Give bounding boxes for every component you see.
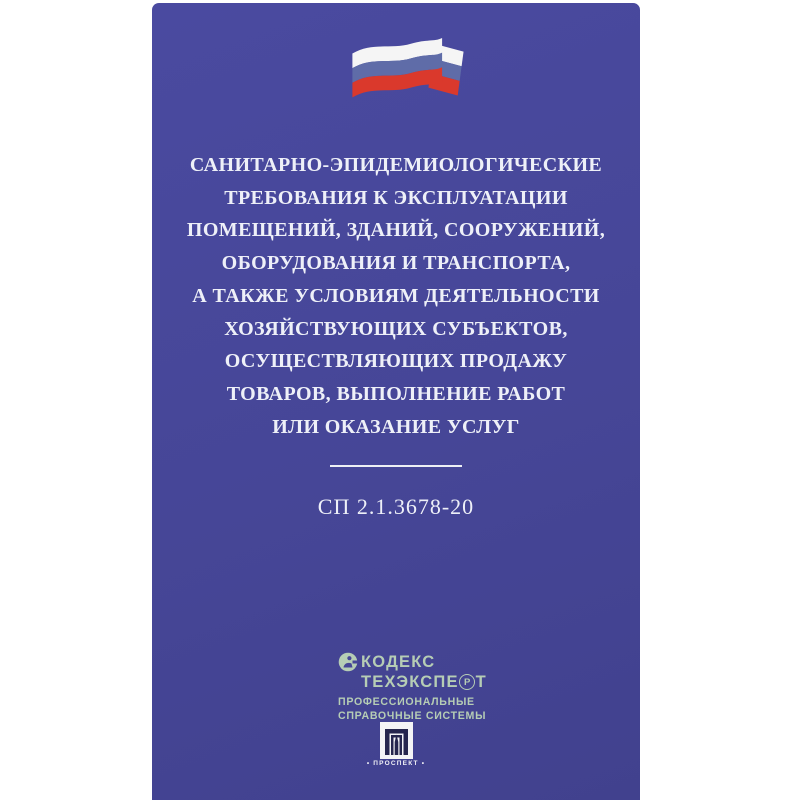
- divider-rule: [330, 465, 462, 467]
- book-title: [152, 149, 640, 443]
- document-code: СП 2.1.3678-20: [317, 494, 475, 519]
- tehexpert-brand-text: [361, 674, 488, 691]
- title-line: ПОМЕЩЕНИЙ, ЗДАНИЙ, СООРУЖЕНИЙ,: [186, 219, 606, 242]
- title-line: САНИТАРНО-ЭПИДЕМИОЛОГИЧЕСКИЕ: [189, 154, 603, 176]
- prospekt-name-text: • ПРОСПЕКТ •: [366, 760, 426, 767]
- title-line: А ТАКЖЕ УСЛОВИЯМ ДЕЯТЕЛЬНОСТИ: [192, 284, 600, 307]
- logo-tagline-2: СПРАВОЧНЫЕ СИСТЕМЫ: [338, 710, 487, 723]
- prospekt-publisher-logo: [152, 722, 640, 767]
- kodeks-brand-text: КОДЕКС: [361, 652, 436, 671]
- tehexpert-text-post: Т: [475, 673, 487, 691]
- title-line: ИЛИ ОКАЗАНИЕ УСЛУГ: [272, 415, 520, 438]
- russian-flag-icon: [348, 36, 466, 114]
- kodeks-logo-icon: [338, 652, 358, 672]
- flag-main: [352, 38, 442, 97]
- title-line: ХОЗЯЙСТВУЮЩИХ СУБЪЕКТОВ,: [224, 317, 568, 340]
- registered-letter-icon: Р: [459, 674, 475, 690]
- book-cover: [152, 3, 640, 800]
- kodeks-logo-row: [338, 652, 488, 672]
- title-line: ОБОРУДОВАНИЯ И ТРАНСПОРТА,: [221, 252, 571, 275]
- prospekt-logo-icon: [380, 722, 413, 759]
- tehexpert-text-pre: ТЕХЭКСПЕ: [361, 673, 459, 691]
- title-line: ТРЕБОВАНИЯ К ЭКСПЛУАТАЦИИ: [224, 186, 568, 209]
- title-line: ТОВАРОВ, ВЫПОЛНЕНИЕ РАБОТ: [226, 382, 566, 405]
- title-line: ОСУЩЕСТВЛЯЮЩИХ ПРОДАЖУ: [224, 350, 568, 373]
- logo-tagline-1: ПРОФЕССИОНАЛЬНЫЕ: [338, 695, 475, 708]
- kodeks-tehexpert-logo: [338, 652, 488, 722]
